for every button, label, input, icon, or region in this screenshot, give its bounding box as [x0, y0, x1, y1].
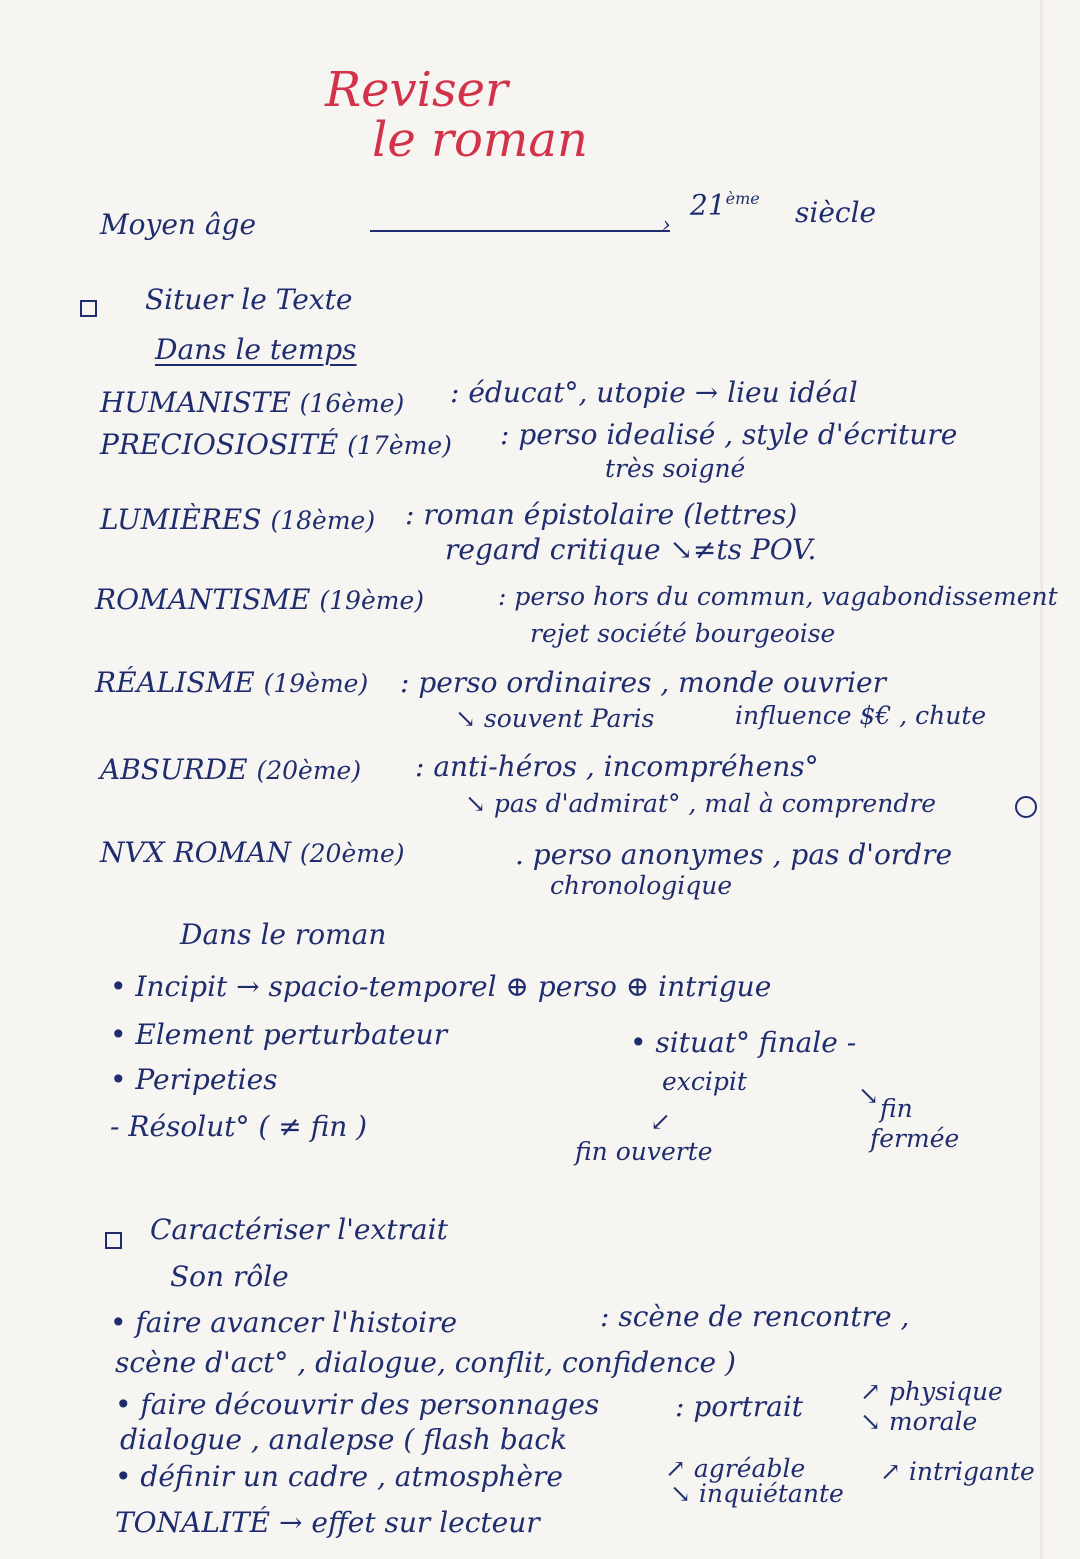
roman-fin-fermee-1: fin — [880, 1094, 913, 1123]
movement-humaniste: HUMANISTE (16ème) — [100, 386, 405, 419]
movement-lumieres-desc: : roman épistolaire (lettres) — [405, 498, 798, 531]
movement-nvx-roman: NVX ROMAN (20ème) — [100, 836, 405, 869]
movement-realisme-desc: : perso ordinaires , monde ouvrier — [400, 666, 887, 699]
movement-preciosite-desc: : perso idealisé , style d'écriture — [500, 418, 958, 451]
timeline-end: 21ème — [690, 188, 760, 222]
timeline-end-word: siècle — [795, 196, 877, 229]
role-line2: scène d'act° , dialogue, conflit, confidence ) — [115, 1346, 736, 1379]
section1-sub2: Dans le roman — [180, 918, 387, 951]
roman-item-incipit: • Incipit → spacio-temporel ⊕ perso ⊕ intrigue — [110, 970, 772, 1003]
movement-nvx-roman-desc: . perso anonymes , pas d'ordre — [515, 838, 953, 871]
role-line5b: ↗ agréable — [665, 1454, 806, 1483]
role-line5d: ↗ intrigante — [880, 1457, 1035, 1486]
section1-sub1: Dans le temps — [155, 333, 357, 366]
movement-romantisme-desc2: rejet société bourgeoise — [530, 619, 836, 648]
checkbox-icon — [105, 1232, 122, 1249]
arrow-down-left-icon: ↙ — [650, 1107, 671, 1136]
movement-absurde-desc2: ↘ pas d'admirat° , mal à comprendre — [465, 789, 937, 818]
title-line1: Reviser — [325, 62, 508, 118]
checkbox-icon — [80, 300, 97, 317]
smiley-icon — [1015, 796, 1037, 818]
roman-fin-ouverte: fin ouverte — [575, 1137, 713, 1166]
role-line1: • faire avancer l'histoire — [110, 1306, 458, 1339]
timeline-arrow — [370, 230, 670, 232]
role-line1b: : scène de rencontre , — [600, 1300, 910, 1333]
movement-nvx-roman-desc2: chronologique — [550, 871, 733, 900]
movement-humaniste-desc: : éducat°, utopie → lieu idéal — [450, 376, 858, 409]
roman-finale: • situat° finale - — [630, 1026, 857, 1059]
role-line5: • définir un cadre , atmosphère — [115, 1460, 563, 1493]
movement-preciosite-desc2: très soigné — [605, 454, 746, 483]
role-line5c: ↘ inquiétante — [670, 1479, 844, 1508]
roman-item-resolution: - Résolut° ( ≠ fin ) — [110, 1110, 368, 1143]
roman-item-element: • Element perturbateur — [110, 1018, 448, 1051]
arrow-down-right-icon: ↘ — [858, 1081, 879, 1110]
movement-realisme-desc3: influence $€ , chute — [735, 701, 987, 730]
roman-item-peripeties: • Peripeties — [110, 1063, 278, 1096]
timeline-start: Moyen âge — [100, 208, 257, 241]
roman-fin-fermee-2: fermée — [870, 1124, 960, 1153]
section2-heading: Caractériser l'extrait — [150, 1213, 448, 1246]
role-line6: TONALITÉ → effet sur lecteur — [115, 1506, 540, 1539]
section1-heading: Situer le Texte — [145, 283, 353, 316]
role-line4: dialogue , analepse ( flash back — [120, 1423, 568, 1456]
movement-lumieres: LUMIÈRES (18ème) — [100, 503, 376, 536]
movement-preciosite: PRECIOSIOSITÉ (17ème) — [100, 428, 452, 461]
movement-realisme: RÉALISME (19ème) — [95, 666, 369, 699]
movement-realisme-desc2: ↘ souvent Paris — [455, 704, 655, 733]
movement-lumieres-desc2: regard critique ↘≠ts POV. — [445, 533, 817, 566]
section2-sub: Son rôle — [170, 1260, 289, 1293]
movement-romantisme: ROMANTISME (19ème) — [95, 583, 424, 616]
role-line3: • faire découvrir des personnages — [115, 1388, 600, 1421]
title-line2: le roman — [372, 112, 588, 168]
arrow-head-icon: › — [662, 213, 671, 238]
role-line3d: ↘ morale — [860, 1407, 978, 1436]
movement-romantisme-desc: : perso hors du commun, vagabondissement — [498, 582, 1058, 611]
role-line3c: ↗ physique — [860, 1377, 1003, 1406]
role-line3b: : portrait — [675, 1390, 804, 1423]
movement-absurde-desc: : anti-héros , incompréhens° — [415, 750, 819, 783]
movement-absurde: ABSURDE (20ème) — [100, 753, 362, 786]
roman-excipit: excipit — [662, 1067, 747, 1096]
